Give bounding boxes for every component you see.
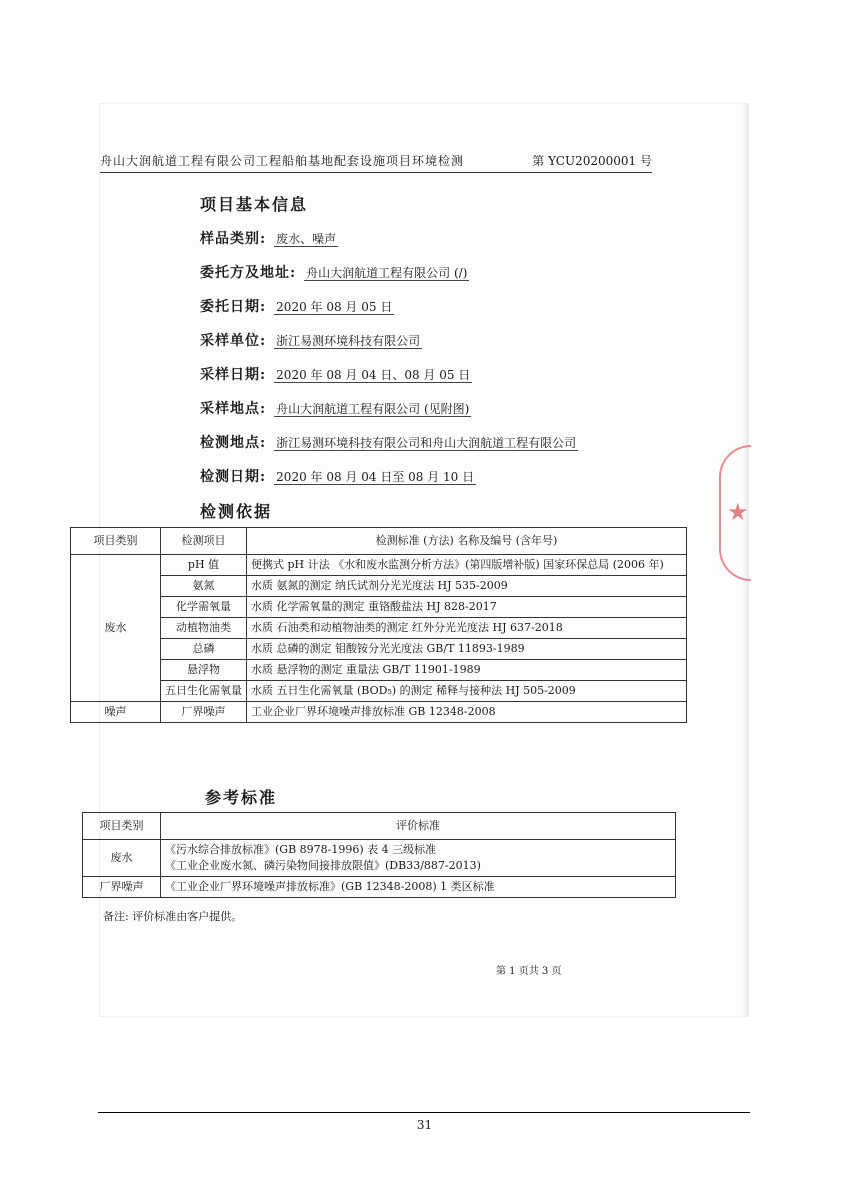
standard-cell: 水质 五日生化需氧量 (BOD₅) 的测定 稀释与接种法 HJ 505-2009 (247, 680, 687, 701)
standard-cell: 便携式 pH 计法 《水和废水监测分析方法》(第四版增补版) 国家环保总局 (2006 年) (247, 555, 687, 576)
info-label: 检测日期: (200, 469, 267, 485)
report-code: 第 YCU20200001 号 (532, 154, 652, 168)
table-header-row (71, 528, 687, 555)
info-row-sample-type (200, 228, 338, 248)
standard-cell: 水质 悬浮物的测定 重量法 GB/T 11901-1989 (247, 659, 687, 680)
header-title: 舟山大润航道工程有限公司工程船舶基地配套设施项目环境检测 (100, 154, 465, 168)
item-cell: 氨氮 (161, 575, 247, 596)
info-row-sampling-location (200, 398, 471, 418)
seal-star-icon: ★ (727, 498, 749, 526)
info-value: 舟山大润航道工程有限公司 (/) (306, 266, 468, 280)
info-label: 检测地点: (200, 435, 267, 451)
testing-basis-table (70, 527, 687, 723)
basic-info-title: 项目基本信息 (200, 195, 309, 214)
reference-title: 参考标准 (205, 788, 278, 807)
table-row (71, 638, 687, 659)
info-row-testing-location (200, 432, 578, 452)
footer-page-number: 31 (416, 1118, 433, 1132)
item-cell: 动植物油类 (161, 617, 247, 638)
item-cell: pH 值 (161, 555, 247, 576)
info-row-sampling-date (200, 364, 472, 384)
info-row-testing-date (200, 466, 476, 486)
table-row (71, 680, 687, 701)
info-value: 舟山大润航道工程有限公司 (见附图) (276, 402, 470, 416)
table-row (71, 555, 687, 576)
item-cell: 厂界噪声 (161, 701, 247, 722)
remark-note: 备注: 评价标准由客户提供。 (103, 910, 243, 923)
column-header: 项目类别 (83, 813, 161, 840)
basis-title: 检测依据 (200, 502, 273, 521)
info-row-client (200, 262, 469, 282)
info-label: 采样日期: (200, 367, 267, 383)
standard-cell: 水质 氨氮的测定 纳氏试剂分光光度法 HJ 535-2009 (247, 575, 687, 596)
item-cell: 化学需氧量 (161, 596, 247, 617)
standard-line: 《污水综合排放标准》(GB 8978-1996) 表 4 三级标准 (165, 843, 437, 856)
standard-cell (161, 840, 676, 877)
info-label: 采样单位: (200, 333, 267, 349)
column-header: 检测标准 (方法) 名称及编号 (含年号) (247, 528, 687, 555)
info-value: 浙江易测环境科技有限公司 (276, 334, 421, 348)
item-cell: 五日生化需氧量 (161, 680, 247, 701)
info-label: 委托日期: (200, 299, 267, 315)
info-row-commission-date (200, 296, 394, 316)
table-row (71, 617, 687, 638)
standard-cell: 水质 石油类和动植物油类的测定 红外分光光度法 HJ 637-2018 (247, 617, 687, 638)
standard-line: 《工业企业废水氮、磷污染物间接排放限值》(DB33/887-2013) (165, 858, 481, 872)
category-cell-noise: 噪声 (71, 701, 161, 722)
standard-cell: 工业企业厂界环境噪声排放标准 GB 12348-2008 (247, 701, 687, 722)
info-value: 2020 年 08 月 04 日至 08 月 10 日 (276, 470, 475, 484)
info-value: 2020 年 08 月 04 日、08 月 05 日 (276, 368, 471, 382)
column-header: 评价标准 (161, 813, 676, 840)
table-row (71, 659, 687, 680)
column-header: 项目类别 (71, 528, 161, 555)
report-header (100, 150, 652, 173)
table-row (71, 701, 687, 722)
standard-cell: 水质 总磷的测定 钼酸铵分光光度法 GB/T 11893-1989 (247, 638, 687, 659)
info-value: 浙江易测环境科技有限公司和舟山大润航道工程有限公司 (276, 436, 577, 450)
standard-cell: 《工业企业厂界环境噪声排放标准》(GB 12348-2008) 1 类区标准 (161, 876, 676, 897)
info-value: 2020 年 08 月 05 日 (276, 300, 393, 314)
info-label: 采样地点: (200, 401, 267, 417)
reference-standards-table (82, 812, 676, 898)
footer-rule (98, 1112, 750, 1113)
table-row (71, 596, 687, 617)
category-cell: 厂界噪声 (83, 876, 161, 897)
info-value: 废水、噪声 (276, 232, 337, 246)
column-header: 检测项目 (161, 528, 247, 555)
table-row (71, 575, 687, 596)
item-cell: 总磷 (161, 638, 247, 659)
item-cell: 悬浮物 (161, 659, 247, 680)
table-row (83, 876, 676, 897)
table-header-row (83, 813, 676, 840)
category-cell: 废水 (83, 840, 161, 877)
page-count: 第 1 页共 3 页 (496, 966, 562, 977)
info-row-sampling-unit (200, 330, 422, 350)
info-label: 样品类别: (200, 231, 267, 247)
table-row (83, 840, 676, 877)
standard-cell: 水质 化学需氧量的测定 重铬酸盐法 HJ 828-2017 (247, 596, 687, 617)
info-label: 委托方及地址: (200, 265, 297, 281)
category-cell-wastewater: 废水 (71, 555, 161, 702)
